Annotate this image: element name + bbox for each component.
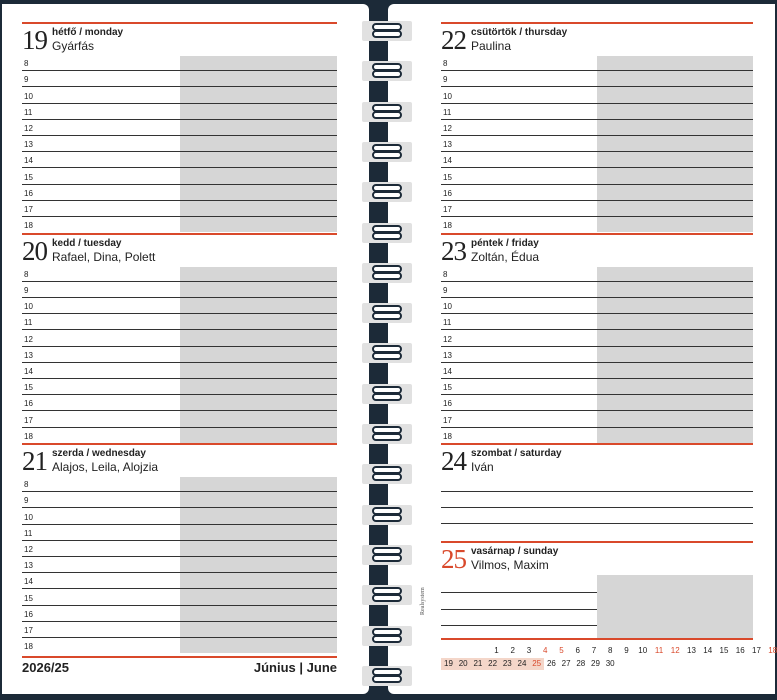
hour-label: 10 (443, 91, 452, 101)
hour-line (441, 200, 753, 201)
hour-line (22, 184, 337, 185)
hour-line (22, 119, 337, 120)
hour-line (22, 394, 337, 395)
hour-line (22, 167, 337, 168)
hour-label: 8 (443, 59, 448, 69)
calendar-day: 29 (591, 659, 600, 668)
calendar-day: 27 (561, 659, 571, 668)
note-line (441, 523, 753, 524)
weekday-label: kedd / tuesday (52, 237, 122, 249)
calendar-day: 18 (768, 646, 777, 655)
hour-line (22, 378, 337, 379)
hour-label: 14 (24, 366, 33, 376)
hour-label: 8 (24, 59, 29, 69)
calendar-day: 15 (719, 646, 729, 655)
binding-ring (358, 101, 418, 123)
day-number: 25 (441, 544, 466, 574)
hour-label: 12 (24, 124, 33, 133)
calendar-day: 30 (605, 659, 615, 668)
calendar-day: 6 (575, 646, 580, 655)
hour-label: 10 (24, 302, 33, 312)
hour-line (22, 281, 337, 282)
hour-label: 11 (24, 318, 33, 328)
hour-line (441, 427, 753, 428)
calendar-day: 25 (529, 658, 544, 670)
hour-line (441, 410, 753, 411)
hour-line (22, 346, 337, 347)
calendar-day: 1 (494, 646, 499, 655)
hour-label: 15 (24, 172, 33, 182)
binding-ring (358, 222, 418, 244)
weekday-label: vasárnap / sunday (471, 546, 559, 557)
binding-ring (358, 423, 418, 445)
note-line (441, 592, 597, 593)
hour-label: 10 (24, 512, 33, 522)
calendar-day: 16 (735, 646, 745, 655)
hour-line (22, 427, 337, 428)
calendar-day: 13 (687, 646, 696, 655)
ring-loop (372, 232, 402, 240)
calendar-day: 21 (470, 658, 485, 670)
hour-line (22, 605, 337, 606)
hour-label: 18 (24, 221, 33, 231)
hour-label: 11 (443, 107, 452, 117)
ring-loop (372, 554, 402, 562)
hour-label: 9 (24, 496, 29, 506)
ring-loop (372, 70, 402, 78)
hour-label: 8 (443, 269, 448, 279)
hour-label: 8 (24, 480, 29, 490)
binding-ring (358, 665, 418, 687)
nameday-label: Iván (471, 460, 494, 474)
ring-loop (372, 393, 402, 401)
hour-label: 8 (24, 269, 29, 279)
shaded-column (180, 56, 337, 232)
day-number: 21 (22, 446, 47, 476)
ring-loop (372, 272, 402, 280)
hour-line (22, 491, 337, 492)
hour-label: 10 (443, 302, 452, 312)
hour-label: 16 (24, 399, 33, 409)
hour-line (22, 362, 337, 363)
hour-label: 13 (443, 140, 452, 150)
hour-line (22, 524, 337, 525)
shaded-column (180, 267, 337, 443)
hour-line (441, 103, 753, 104)
hour-line (22, 329, 337, 330)
hour-label: 16 (443, 188, 452, 198)
hour-label: 11 (443, 318, 452, 328)
hour-label: 16 (443, 399, 452, 409)
hour-line (22, 588, 337, 589)
hour-line (441, 281, 753, 282)
hour-line (441, 216, 753, 217)
hour-line (441, 394, 753, 395)
month-label: Június | June (253, 660, 337, 675)
hour-line (22, 637, 337, 638)
calendar-row (441, 658, 753, 670)
calendar-day: 24 (515, 658, 530, 670)
ring-loop (372, 675, 402, 683)
hour-line (22, 572, 337, 573)
nameday-label: Alajos, Leila, Alojzia (52, 460, 159, 474)
hour-label: 17 (24, 626, 33, 635)
hour-label: 10 (24, 91, 33, 101)
hour-line (441, 70, 753, 71)
ring-loop (372, 594, 402, 602)
binding-ring (358, 504, 418, 526)
ring-loop (372, 151, 402, 159)
ring-loop (372, 433, 402, 441)
hour-line (22, 200, 337, 201)
weekday-label: hétfő / monday (52, 27, 124, 38)
binding-ring (358, 60, 418, 82)
hour-line (22, 86, 337, 87)
weekday-label: csütörtök / thursday (471, 27, 568, 38)
mini-calendar (441, 638, 777, 668)
day-number: 19 (22, 25, 47, 55)
binding-ring (358, 302, 418, 324)
year-week-label: 2026/25 (22, 660, 69, 675)
calendar-day: 17 (752, 646, 761, 655)
calendar-day: 26 (546, 659, 556, 668)
day-block (22, 233, 337, 443)
shaded-column (597, 575, 753, 639)
calendar-day: 3 (526, 646, 532, 655)
weekday-label: szerda / wednesday (52, 448, 146, 459)
page-footer (22, 656, 337, 675)
hour-line (22, 556, 337, 557)
hour-label: 17 (443, 415, 452, 425)
hour-label: 14 (24, 577, 33, 587)
calendar-day: 11 (654, 646, 664, 655)
day-block (22, 22, 337, 232)
hour-label: 12 (443, 124, 452, 133)
hour-label: 14 (24, 156, 33, 166)
hour-label: 13 (24, 140, 33, 150)
hour-label: 11 (24, 107, 33, 117)
hour-label: 14 (443, 156, 452, 166)
hour-label: 15 (443, 383, 452, 393)
ring-loop (372, 312, 402, 320)
calendar-day: 9 (624, 646, 629, 655)
binding-ring (358, 262, 418, 284)
nameday-label: Rafael, Dina, Polett (52, 249, 156, 264)
day-block (22, 443, 337, 653)
day-block (441, 541, 753, 637)
note-line (441, 507, 753, 508)
hour-label: 16 (24, 609, 33, 619)
hour-line (441, 135, 753, 136)
shaded-column (597, 267, 753, 443)
weekday-label: szombat / saturday (471, 448, 562, 459)
day-block (441, 443, 753, 541)
brand-signature: Realsystem (420, 587, 426, 615)
note-line (441, 609, 597, 610)
hour-line (22, 103, 337, 104)
ring-loop (372, 352, 402, 360)
ring-loop (372, 191, 402, 199)
ring-loop (372, 514, 402, 522)
hour-label: 9 (443, 75, 448, 85)
hour-line (441, 151, 753, 152)
hour-label: 18 (24, 431, 33, 441)
day-number: 22 (441, 25, 466, 55)
note-line (441, 491, 753, 492)
ring-loop (372, 473, 402, 481)
hour-label: 18 (24, 642, 33, 652)
calendar-day: 2 (510, 646, 515, 655)
hour-label: 16 (24, 188, 33, 198)
hour-line (22, 313, 337, 314)
hour-line (22, 216, 337, 217)
hour-line (441, 184, 753, 185)
hour-label: 17 (24, 205, 33, 214)
hour-label: 17 (24, 415, 33, 425)
hour-line (441, 167, 753, 168)
calendar-day: 5 (559, 646, 564, 655)
hour-label: 18 (443, 431, 452, 441)
binding-ring (358, 584, 418, 606)
day-block (441, 233, 753, 443)
hour-label: 13 (24, 350, 33, 360)
spiral-binding (358, 0, 418, 700)
binding-ring (358, 625, 418, 647)
hour-label: 13 (24, 561, 33, 571)
calendar-day: 19 (441, 658, 456, 670)
shaded-column (597, 56, 753, 232)
hour-label: 12 (443, 334, 452, 344)
binding-ring (358, 181, 418, 203)
binding-ring (358, 544, 418, 566)
hour-line (22, 410, 337, 411)
calendar-day: 8 (608, 646, 613, 655)
hour-label: 17 (443, 205, 452, 214)
hour-line (441, 313, 753, 314)
binding-ring (358, 383, 418, 405)
calendar-day: 14 (703, 646, 713, 655)
binding-ring (358, 463, 418, 485)
hour-line (441, 362, 753, 363)
calendar-day: 12 (670, 646, 680, 655)
ring-loop (372, 30, 402, 38)
hour-line (22, 151, 337, 152)
calendar-day: 7 (591, 646, 597, 655)
calendar-day: 28 (576, 659, 586, 668)
binding-ring (358, 20, 418, 42)
nameday-label: Paulina (471, 39, 512, 53)
calendar-day: 20 (456, 658, 471, 670)
hour-label: 9 (443, 285, 448, 295)
calendar-day: 23 (500, 658, 515, 670)
day-number: 24 (441, 446, 466, 476)
day-number: 20 (22, 235, 47, 266)
calendar-day: 10 (638, 646, 648, 655)
ring-loop (372, 635, 402, 643)
hour-label: 12 (24, 334, 33, 344)
shaded-column (180, 477, 337, 653)
day-number: 23 (441, 235, 466, 266)
day-block (441, 22, 753, 232)
hour-label: 18 (443, 221, 452, 231)
hour-label: 11 (24, 528, 33, 538)
binding-ring (358, 141, 418, 163)
hour-line (22, 621, 337, 622)
nameday-label: Vilmos, Maxim (471, 558, 549, 572)
hour-line (441, 346, 753, 347)
hour-line (22, 507, 337, 508)
hour-line (441, 378, 753, 379)
hour-label: 15 (443, 172, 452, 182)
hour-line (22, 135, 337, 136)
hour-label: 9 (24, 75, 29, 85)
hour-line (441, 119, 753, 120)
calendar-day: 22 (485, 658, 500, 670)
calendar-row (441, 645, 777, 657)
hour-label: 12 (24, 545, 33, 554)
note-line (441, 625, 597, 626)
ring-loop (372, 111, 402, 119)
hour-label: 15 (24, 383, 33, 393)
hour-label: 9 (24, 285, 29, 295)
hour-label: 15 (24, 593, 33, 603)
nameday-label: Zoltán, Édua (471, 249, 540, 264)
binding-ring (358, 342, 418, 364)
hour-line (22, 297, 337, 298)
calendar-day: 4 (543, 646, 548, 655)
hour-line (441, 297, 753, 298)
hour-line (22, 70, 337, 71)
nameday-label: Gyárfás (52, 39, 95, 53)
hour-line (441, 86, 753, 87)
hour-label: 13 (443, 350, 452, 360)
hour-line (441, 329, 753, 330)
hour-label: 14 (443, 366, 452, 376)
hour-line (22, 540, 337, 541)
weekday-label: péntek / friday (471, 237, 539, 249)
